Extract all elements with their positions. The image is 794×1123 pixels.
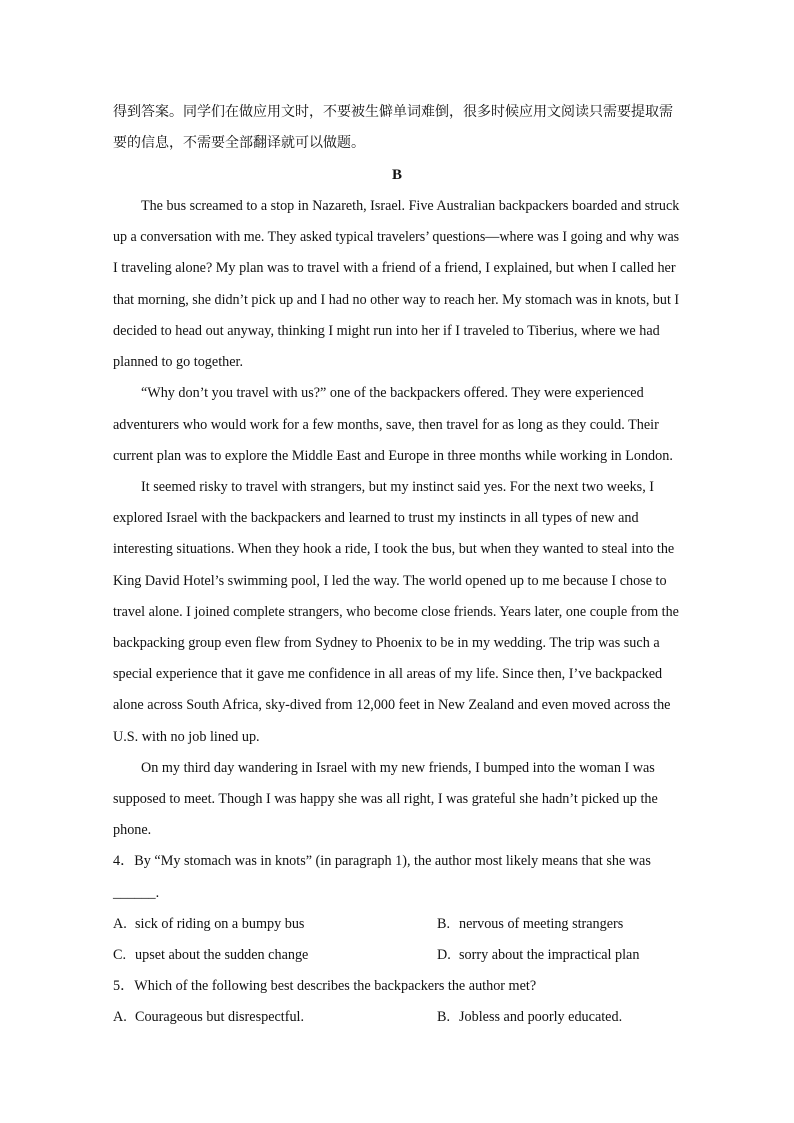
q4-option-a [113, 915, 304, 933]
passage-line: that morning, she didn’t pick up and I had no other way to reach her. My stomach was in knots, but I [113, 292, 680, 308]
option-letter: A. [113, 916, 127, 932]
passage-line: interesting situations. When they hook a ride, I took the bus, but when they wanted to steal into the [113, 541, 675, 557]
passage-line: up a conversation with me. They asked typical travelers’ questions—where was I going and why was [113, 229, 680, 245]
q5-option-b [437, 1008, 622, 1026]
q4-option-d [437, 946, 639, 964]
option-letter: B. [437, 916, 451, 932]
intro-note-line-2: 要的信息，不需要全部翻译就可以做题。 [113, 135, 365, 151]
passage-line: “Why don’t you travel with us?” one of the backpackers offered. They were experienced [141, 385, 644, 401]
q5-option-a [113, 1008, 304, 1026]
question-number: 4． [113, 853, 135, 869]
passage-line: travel alone. I joined complete strangers, who become close friends. Years later, one couple from the [113, 604, 679, 620]
q4-option-b [437, 915, 623, 933]
option-text: sick of riding on a bumpy bus [135, 916, 305, 932]
passage-line: supposed to meet. Though I was happy she was all right, I was grateful she hadn’t picked up the [113, 791, 658, 807]
option-text: Jobless and poorly educated. [459, 1009, 623, 1025]
passage-line: current plan was to explore the Middle East and Europe in three months while working in London. [113, 448, 673, 464]
option-letter: D. [437, 947, 451, 963]
option-letter: A. [113, 1009, 127, 1025]
passage-line: backpacking group even flew from Sydney to Phoenix to be in my wedding. The trip was such a [113, 635, 660, 651]
question-text: Which of the following best describes the backpackers the author met? [134, 978, 537, 994]
passage-line: On my third day wandering in Israel with my new friends, I bumped into the woman I was [141, 760, 655, 776]
passage-line: special experience that it gave me confidence in all areas of my life. Since then, I’ve backpacked [113, 666, 663, 682]
question-number: 5． [113, 978, 135, 994]
option-text: upset about the sudden change [135, 947, 309, 963]
passage-line: planned to go together. [113, 354, 244, 370]
passage-line: adventurers who would work for a few months, save, then travel for as long as they could. Their [113, 417, 659, 433]
passage-line: alone across South Africa, sky-dived from 12,000 feet in New Zealand and even moved across the [113, 697, 671, 713]
option-letter: C. [113, 947, 127, 963]
passage-line: explored Israel with the backpackers and learned to trust my instincts in all types of new and [113, 510, 639, 526]
option-text: Courageous but disrespectful. [135, 1009, 305, 1025]
question-4-stem [113, 852, 651, 870]
passage-line: I traveling alone? My plan was to travel with a friend of a friend, I explained, but when I called her [113, 260, 676, 276]
passage-line: phone. [113, 822, 152, 838]
passage-line: King David Hotel’s swimming pool, I led the way. The world opened up to me because I chose to [113, 573, 667, 589]
question-4-blank: ______. [113, 885, 160, 901]
question-text: By “My stomach was in knots” (in paragraph 1), the author most likely means that she was [134, 853, 651, 869]
passage-line: It seemed risky to travel with strangers, but my instinct said yes. For the next two weeks, I [141, 479, 655, 495]
passage-line: U.S. with no job lined up. [113, 729, 260, 745]
question-5-stem [113, 977, 536, 995]
option-letter: B. [437, 1009, 451, 1025]
passage-line: decided to head out anyway, thinking I might run into her if I traveled to Tiberius, where we had [113, 323, 660, 339]
section-heading: B [391, 167, 402, 183]
option-text: sorry about the impractical plan [459, 947, 640, 963]
option-text: nervous of meeting strangers [459, 916, 624, 932]
intro-note-line-1: 得到答案。同学们在做应用文时，不要被生僻单词难倒，很多时候应用文阅读只需要提取需 [113, 104, 673, 120]
passage-line: The bus screamed to a stop in Nazareth, Israel. Five Australian backpackers boarded and struck [141, 198, 680, 214]
q4-option-c [113, 946, 308, 964]
